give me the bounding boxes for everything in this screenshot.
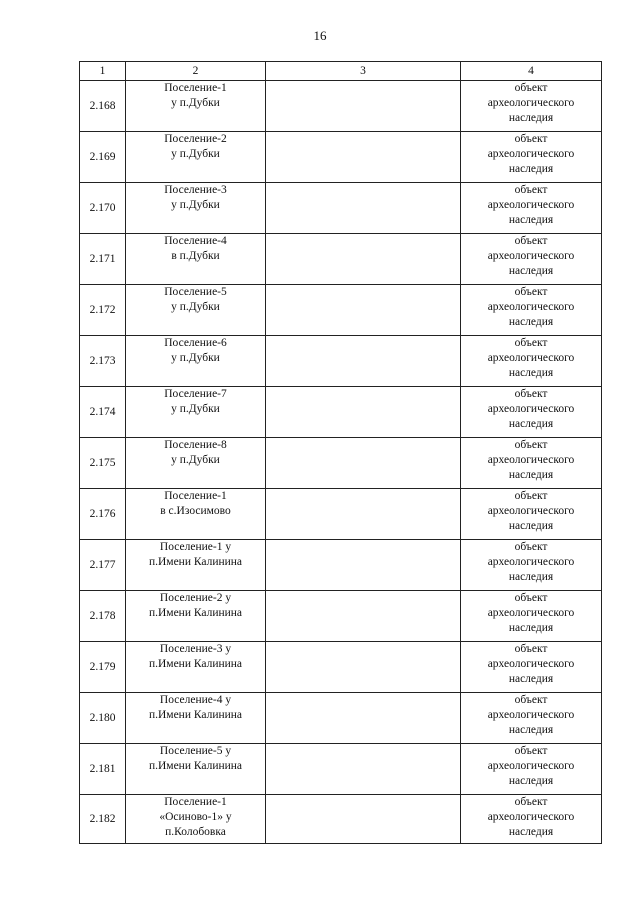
site-name-cell: Поселение-2 у п.Имени Калинина <box>126 591 266 642</box>
column-header-3: 3 <box>266 62 461 81</box>
column-3-cell <box>266 336 461 387</box>
heritage-registry-table <box>79 61 602 844</box>
site-name-cell: Поселение-3 у п.Имени Калинина <box>126 642 266 693</box>
object-type-cell: объект археологического наследия <box>461 132 602 183</box>
site-name-cell: Поселение-2 у п.Дубки <box>126 132 266 183</box>
column-3-cell <box>266 438 461 489</box>
row-number-cell: 2.174 <box>80 387 126 438</box>
row-number-cell: 2.171 <box>80 234 126 285</box>
site-name-cell: Поселение-1 в с.Изосимово <box>126 489 266 540</box>
table-row <box>80 591 602 642</box>
row-number-cell: 2.181 <box>80 744 126 795</box>
row-number-cell: 2.179 <box>80 642 126 693</box>
object-type-cell: объект археологического наследия <box>461 387 602 438</box>
site-name-cell: Поселение-5 у п.Дубки <box>126 285 266 336</box>
table-row <box>80 387 602 438</box>
table-row <box>80 795 602 844</box>
site-name-cell: Поселение-1 у п.Дубки <box>126 81 266 132</box>
table-row <box>80 81 602 132</box>
column-3-cell <box>266 81 461 132</box>
row-number-cell: 2.169 <box>80 132 126 183</box>
row-number-cell: 2.170 <box>80 183 126 234</box>
site-name-cell: Поселение-4 у п.Имени Калинина <box>126 693 266 744</box>
column-3-cell <box>266 540 461 591</box>
column-3-cell <box>266 132 461 183</box>
object-type-cell: объект археологического наследия <box>461 183 602 234</box>
row-number-cell: 2.175 <box>80 438 126 489</box>
column-header-1: 1 <box>80 62 126 81</box>
row-number-cell: 2.180 <box>80 693 126 744</box>
object-type-cell: объект археологического наследия <box>461 81 602 132</box>
column-3-cell <box>266 642 461 693</box>
table-body <box>80 81 602 844</box>
column-3-cell <box>266 693 461 744</box>
object-type-cell: объект археологического наследия <box>461 336 602 387</box>
table-row <box>80 540 602 591</box>
column-3-cell <box>266 489 461 540</box>
object-type-cell: объект археологического наследия <box>461 795 602 844</box>
row-number-cell: 2.173 <box>80 336 126 387</box>
site-name-cell: Поселение-8 у п.Дубки <box>126 438 266 489</box>
row-number-cell: 2.177 <box>80 540 126 591</box>
object-type-cell: объект археологического наследия <box>461 693 602 744</box>
column-header-4: 4 <box>461 62 602 81</box>
object-type-cell: объект археологического наследия <box>461 642 602 693</box>
object-type-cell: объект археологического наследия <box>461 744 602 795</box>
column-3-cell <box>266 591 461 642</box>
object-type-cell: объект археологического наследия <box>461 438 602 489</box>
row-number-cell: 2.172 <box>80 285 126 336</box>
column-3-cell <box>266 795 461 844</box>
row-number-cell: 2.176 <box>80 489 126 540</box>
table-row <box>80 285 602 336</box>
site-name-cell: Поселение-6 у п.Дубки <box>126 336 266 387</box>
table-row <box>80 489 602 540</box>
object-type-cell: объект археологического наследия <box>461 489 602 540</box>
column-3-cell <box>266 387 461 438</box>
table-row <box>80 234 602 285</box>
column-3-cell <box>266 744 461 795</box>
site-name-cell: Поселение-5 у п.Имени Калинина <box>126 744 266 795</box>
column-3-cell <box>266 183 461 234</box>
site-name-cell: Поселение-7 у п.Дубки <box>126 387 266 438</box>
row-number-cell: 2.178 <box>80 591 126 642</box>
site-name-cell: Поселение-1 «Осиново-1» у п.Колобовка <box>126 795 266 844</box>
table-row <box>80 642 602 693</box>
table-row <box>80 693 602 744</box>
table-header-row <box>80 62 602 81</box>
column-3-cell <box>266 285 461 336</box>
row-number-cell: 2.168 <box>80 81 126 132</box>
column-header-2: 2 <box>126 62 266 81</box>
site-name-cell: Поселение-3 у п.Дубки <box>126 183 266 234</box>
site-name-cell: Поселение-1 у п.Имени Калинина <box>126 540 266 591</box>
table-row <box>80 744 602 795</box>
object-type-cell: объект археологического наследия <box>461 540 602 591</box>
column-3-cell <box>266 234 461 285</box>
page-number: 16 <box>313 28 327 43</box>
table-row <box>80 132 602 183</box>
table-row <box>80 438 602 489</box>
table-row <box>80 336 602 387</box>
table-row <box>80 183 602 234</box>
object-type-cell: объект археологического наследия <box>461 234 602 285</box>
object-type-cell: объект археологического наследия <box>461 591 602 642</box>
row-number-cell: 2.182 <box>80 795 126 844</box>
site-name-cell: Поселение-4 в п.Дубки <box>126 234 266 285</box>
object-type-cell: объект археологического наследия <box>461 285 602 336</box>
